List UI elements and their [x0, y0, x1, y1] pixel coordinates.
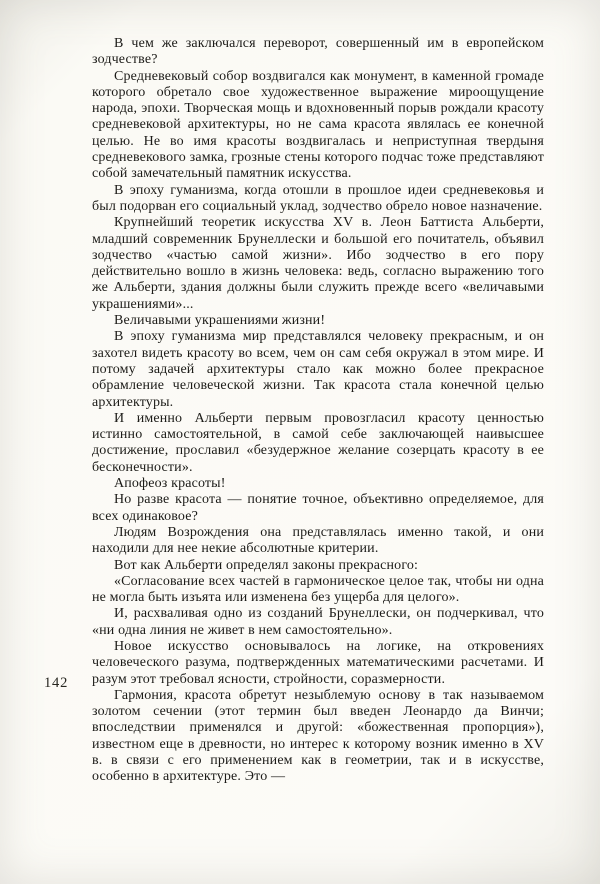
paragraph: И именно Альберти первым провозгласил красоту ценностью истинно самостоятельной, в самой себе заключающей наивысшее достижение, прославил «безудержное желание созерцать красоту в ее бесконечности». [92, 410, 544, 475]
paragraph: «Согласование всех частей в гармоническое целое так, чтобы ни одна не могла быть изъята или изменена без ущерба для целого». [92, 573, 544, 606]
paragraph: Новое искусство основывалось на логике, на откровениях человеческого разума, подтвержденных математическими расчетами. И разум этот требовал ясности, стройности, соразмерности. [92, 638, 544, 687]
page-number: 142 [44, 674, 69, 691]
paragraph: Вот как Альберти определял законы прекрасного: [114, 557, 419, 573]
paragraph: Средневековый собор воздвигался как монумент, в каменной громаде которого обретало свое художественное выражение мироощущение народа, эпохи. Творческая мощь и вдохновенный порыв рождали красоту средневековой архитектуры, но не сама красота являлась ее конечной целью. Не во имя красоты воздвигалась и неприступная твердыня средневекового замка, грозные стены которого подчас тоже представляют собой замечательный памятник искусства. [92, 68, 544, 182]
text-block [44, 36, 544, 786]
paragraph: Величавыми украшениями жизни! [114, 313, 326, 329]
paragraph: Крупнейший теоретик искусства XV в. Леон Баттиста Альберти, младший современник Брунеллески и большой его почитатель, объявил зодчество «частью самой жизни». Ибо зодчество в его пору действительно вошло в жизнь человека: ведь, согласно выражению того же Альберти, здания должны были служить прежде всего «величавыми украшениями»... [92, 215, 544, 312]
paragraph: Но разве красота — понятие точное, объективно определяемое, для всех одинаковое? [92, 492, 544, 524]
paragraph: В эпоху гуманизма, когда отошли в прошлое идеи средневековья и был подорван его социальный уклад, зодчество обрело новое назначение. [92, 182, 544, 214]
paragraph: В чем же заключался переворот, совершенный им в европейском зодчестве? [92, 36, 544, 68]
paragraph: И, расхваливая одно из созданий Брунеллески, он подчеркивал, что «ни одна линия не живет в нем самостоятельно». [92, 606, 544, 638]
paragraph: Гармония, красота обретут незыблемую основу в так называемом золотом сечении (этот термин был введен Леонардо да Винчи; впоследствии применялся и другой: «божественная пропорция»), известном еще в древности, но интерес к которому возник именно в XV в. в связи с его применением как в геометрии, так и в искусстве, особенно в архитектуре. Это — [92, 687, 544, 785]
paragraph-with-page-number [44, 638, 544, 691]
paragraph: В эпоху гуманизма мир представлялся человеку прекрасным, и он захотел видеть красоту во всем, чем он сам себя окружал в этом мире. И потому задачей архитектуры стало как можно более прекрасное обрамление человеческой жизни. Так красота стала конечной целью архитектуры. [92, 329, 544, 410]
paragraph: Людям Возрождения она представлялась именно такой, и они находили для нее некие абсолютные критерии. [92, 524, 544, 557]
paragraph: Апофеоз красоты! [114, 476, 226, 492]
